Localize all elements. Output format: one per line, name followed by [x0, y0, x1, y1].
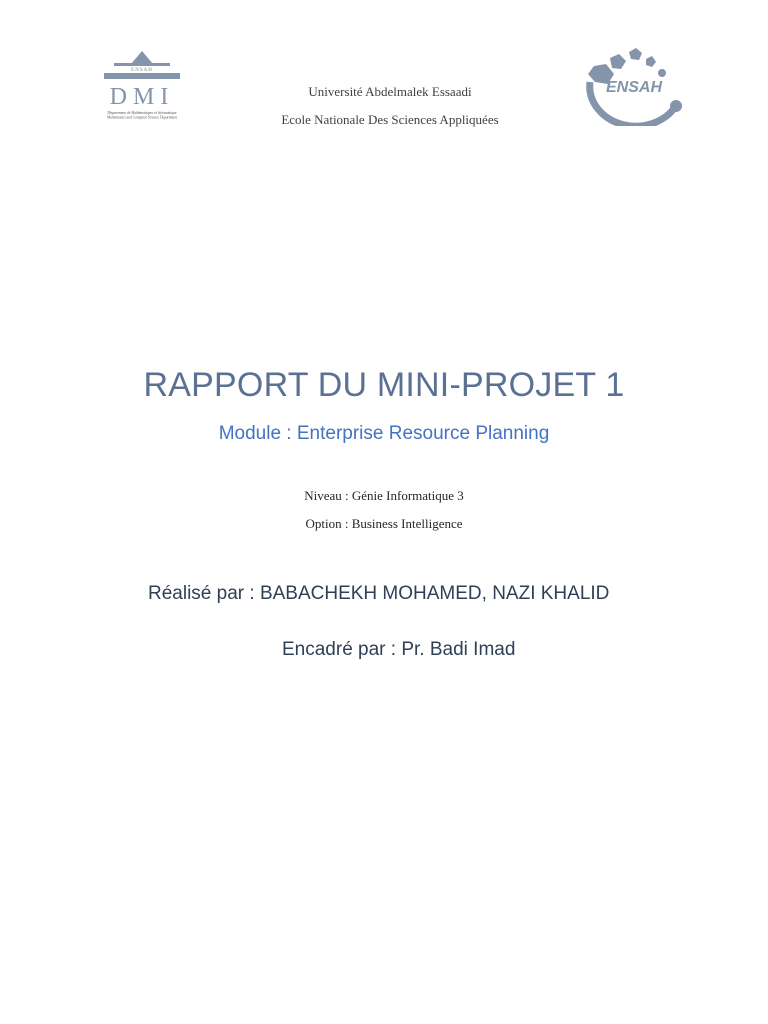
- module-subtitle: Module : Enterprise Resource Planning: [218, 423, 550, 444]
- ensah-logo-hex-medium: [610, 54, 626, 69]
- report-title: RAPPORT DU MINI-PROJET 1: [143, 366, 625, 404]
- authors-line: Réalisé par : BABACHEKH MOHAMED, NAZI KHALID: [148, 583, 610, 604]
- dmi-logo-name: DMI: [109, 84, 175, 110]
- ensah-logo: [584, 44, 684, 126]
- ensah-logo-name: ENSAH: [605, 79, 663, 96]
- university-name: Université Abdelmalek Essaadi: [308, 84, 472, 99]
- supervisor-line: Encadré par : Pr. Badi Imad: [282, 639, 516, 660]
- ensah-logo-hex-small: [629, 48, 642, 60]
- ensah-logo-circle-small: [658, 69, 666, 77]
- option-line: Option : Business Intelligence: [305, 516, 463, 531]
- dmi-logo-caption-line2: Mathematics and Computer Science Department: [107, 115, 177, 120]
- dmi-logo-bar: [104, 73, 180, 79]
- ensah-logo-hex-tiny: [646, 56, 656, 67]
- dmi-logo-bar-top: [114, 63, 170, 66]
- ensah-logo-dot: [670, 100, 682, 112]
- niveau-line: Niveau : Génie Informatique 3: [304, 488, 464, 503]
- school-name: Ecole Nationale Des Sciences Appliquées: [281, 112, 499, 127]
- dmi-logo-top-text: ENSAH: [131, 68, 153, 73]
- dmi-logo: [92, 48, 192, 124]
- dmi-logo-caption-line1: Département de Mathématiques et Informatique: [107, 111, 177, 115]
- dmi-logo-triangle: [131, 51, 153, 64]
